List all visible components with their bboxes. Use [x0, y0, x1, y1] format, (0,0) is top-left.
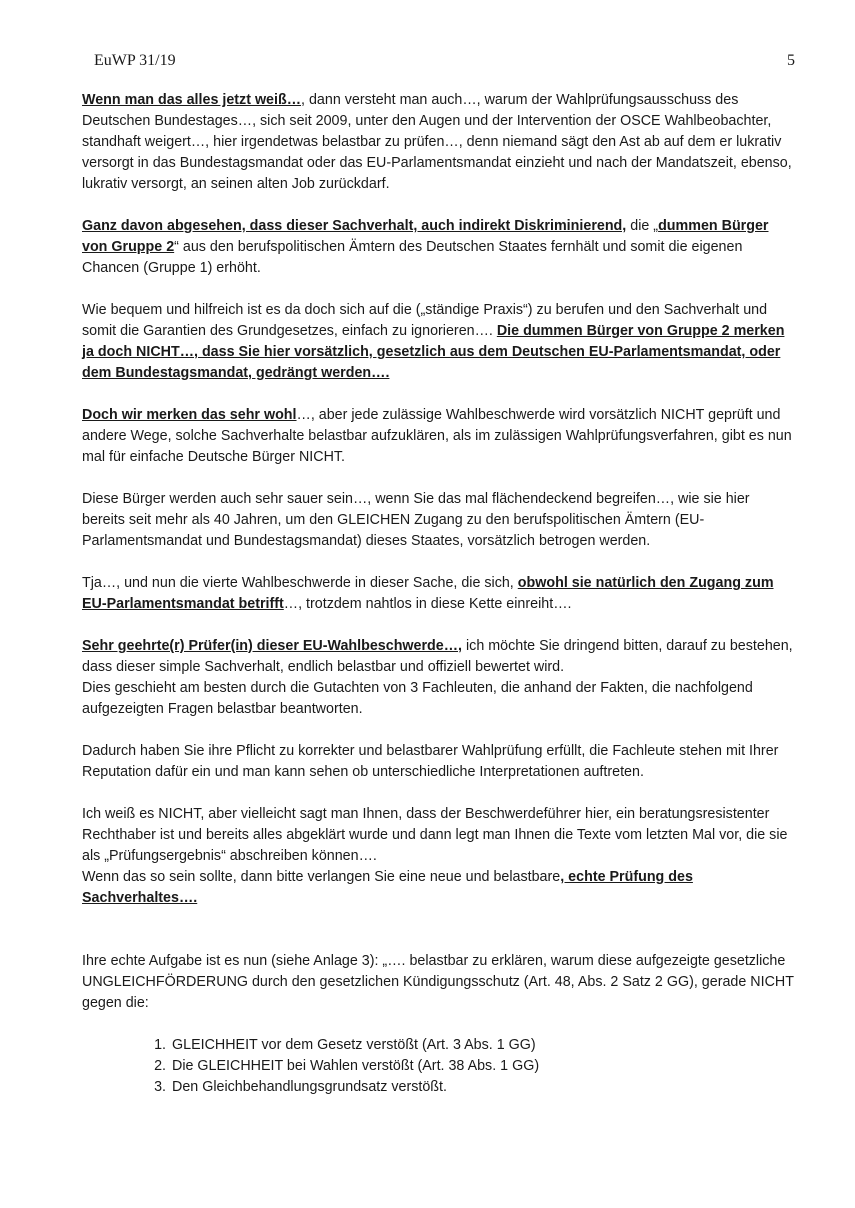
page-header: [94, 52, 795, 70]
emphasis-text: Sehr geehrte(r) Prüfer(in) dieser EU-Wahlbeschwerde…,: [82, 638, 463, 654]
paragraph-text: Wenn das so sein sollte, dann bitte verlangen Sie eine neue und belastbare: [82, 869, 561, 885]
list-item: 1. GLEICHHEIT vor dem Gesetz verstößt (Art. 3 Abs. 1 GG): [170, 1035, 794, 1056]
list-item: 2. Die GLEICHHEIT bei Wahlen verstößt (Art. 38 Abs. 1 GG): [170, 1056, 794, 1077]
emphasis-text: Ganz davon abgesehen, dass dieser Sachverhalt, auch indirekt Diskriminierend,: [82, 218, 627, 234]
page-number: 5: [787, 52, 795, 69]
emphasis-text: Die dummen Bürger von Gruppe 2 merken ja doch NICHT…, dass Sie hier vorsätzlich, gesetzlich aus dem Deutschen EU-Parlamentsmandat, oder dem Bundestagsmandat, gedrängt werden….: [82, 323, 785, 381]
list-item: 3. Den Gleichbehandlungsgrundsatz verstößt.: [170, 1077, 794, 1098]
paragraph-text: ich möchte Sie dringend bitten, darauf zu bestehen, dass dieser simple Sachverhalt, endlich belastbar und offiziell bewertet wird.: [82, 638, 793, 675]
emphasis-text: , echte Prüfung des Sachverhaltes….: [82, 869, 693, 906]
emphasis-text: Doch wir merken das sehr wohl: [82, 407, 297, 423]
paragraph-text: Dies geschieht am besten durch die Gutachten von 3 Fachleuten, die anhand der Fakten, die nachfolgend aufgezeigten Fragen belastbar beantworten.: [82, 680, 753, 717]
paragraph-9: [82, 804, 794, 909]
document-body: [82, 90, 794, 1098]
emphasis-text: dummen Bürger von Gruppe 2: [82, 218, 769, 255]
paragraph-text: Tja…, und nun die vierte Wahlbeschwerde in dieser Sache, die sich,: [82, 575, 518, 591]
paragraph-1: [82, 90, 794, 195]
paragraph-4: [82, 405, 794, 468]
emphasis-text: Wenn man das alles jetzt weiß…: [82, 92, 302, 108]
task-paragraph: Ihre echte Aufgabe ist es nun (siehe Anlage 3): „…. belastbar zu erklären, warum diese aufgezeigte gesetzliche UNGLEICHFÖRDERUNG durch den gesetzlichen Kündigungsschutz (Art. 48, Abs. 2 Satz 2 GG), gerade NICHT gegen die:: [82, 953, 794, 1011]
paragraph-5: Diese Bürger werden auch sehr sauer sein…, wenn Sie das mal flächendeckend begreifen…, wie sie hier bereits seit mehr als 40 Jahren, um den GLEICHEN Zugang zu den berufspolitischen Ämtern (EU-Parlamentsmandat und Bundestagsmandat) dieses Staates, vorsätzlich betrogen werden.: [82, 491, 750, 549]
paragraph-text: “ aus den berufspolitischen Ämtern des Deutschen Staates fernhält und somit die eigenen Chancen (Gruppe 1) erhöht.: [82, 239, 743, 276]
paragraph-text: Wie bequem und hilfreich ist es da doch sich auf die („ständige Praxis“) zu berufen und den Sachverhalt und somit die Garantien des Grundgesetzes, einfach zu ignorieren….: [82, 302, 768, 339]
emphasis-text: obwohl sie natürlich den Zugang zum EU-Parlamentsmandat betrifft: [82, 575, 774, 612]
paragraph-text: …, trotzdem nahtlos in diese Kette einreiht….: [283, 596, 572, 612]
numbered-list: [145, 1035, 794, 1098]
paragraph-7: [82, 636, 794, 720]
paragraph-8: Dadurch haben Sie ihre Pflicht zu korrekter und belastbarer Wahlprüfung erfüllt, die Fachleute stehen mit Ihrer Reputation dafür ein und man kann sehen ob unterschiedliche Interpretationen auftreten.: [82, 743, 779, 780]
paragraph-text: Ich weiß es NICHT, aber vielleicht sagt man Ihnen, dass der Beschwerdeführer hier, ein beratungsresistenter Rechthaber ist und bereits alles abgeklärt wurde und dann legt man Ihnen die Texte vom letzten Mal vor, die sie als „Prüfungsergebnis“ abschreiben können….: [82, 806, 788, 864]
paragraph-text: , dann versteht man auch…, warum der Wahlprüfungsausschuss des Deutschen Bundestages…, sich seit 2009, unter den Augen und der Intervention der OSCE Wahlbeobachter, standhaft weigert…, hier irgendetwas belastbar zu prüfen…, denn niemand sägt den Ast ab auf dem er lukrativ versorgt in das Bundestagsmandat oder das EU-Parlamentsmandat einzieht und nach der Mandatszeit, ebenso, lukrativ versorgt, an seinen alten Job zurückdarf.: [82, 92, 792, 192]
paragraph-2: [82, 216, 794, 279]
paragraph-text: …, aber jede zulässige Wahlbeschwerde wird vorsätzlich NICHT geprüft und andere Wege, solche Sachverhalte belastbar aufzuklären, als im zulässigen Wahlprüfungsverfahren, gibt es nun mal für einfache Deutsche Bürger NICHT.: [82, 407, 792, 465]
paragraph-text: die „: [626, 218, 659, 234]
document-reference: EuWP 31/19: [94, 52, 176, 69]
paragraph-6: [82, 573, 794, 615]
paragraph-3: [82, 300, 794, 384]
